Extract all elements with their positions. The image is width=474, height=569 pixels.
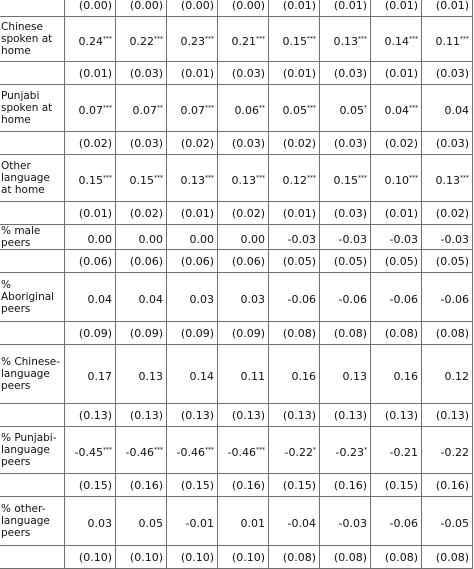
- standard-error-cell: (0.08): [422, 546, 473, 569]
- coefficient-value: 0.06: [234, 103, 259, 117]
- standard-error-cell: (0.05): [269, 250, 320, 273]
- standard-error-cell: (0.03): [116, 132, 167, 155]
- coefficient-cell: [167, 427, 218, 474]
- standard-error-cell: (0.09): [167, 322, 218, 345]
- standard-error-cell: (0.16): [422, 474, 473, 497]
- standard-error-cell: (0.16): [320, 474, 371, 497]
- standard-error-cell: (0.13): [116, 404, 167, 427]
- coefficient-value: 0.13: [180, 173, 205, 187]
- coefficient-value: 0.12: [444, 369, 469, 383]
- coefficient-value: 0.00: [87, 232, 112, 246]
- coefficient-cell: [320, 225, 371, 250]
- coefficient-value: 0.00: [189, 232, 214, 246]
- coefficient-value: -0.06: [440, 292, 469, 306]
- coefficient-cell: [320, 497, 371, 546]
- significance-stars: ***: [307, 173, 316, 181]
- significance-stars: ***: [358, 173, 367, 181]
- standard-error-cell: (0.01): [65, 62, 116, 85]
- standard-error-cell: (0.08): [269, 322, 320, 345]
- coefficient-cell: [269, 155, 320, 202]
- standard-error-cell: (0.05): [422, 250, 473, 273]
- coefficient-value: 0.24: [78, 34, 103, 48]
- significance-stars: ***: [154, 445, 163, 453]
- standard-error-cell: (0.01): [422, 0, 473, 17]
- standard-error-row: [0, 132, 473, 155]
- coefficient-cell: [218, 155, 269, 202]
- coefficient-value: 0.13: [138, 369, 163, 383]
- coefficient-value: 0.01: [240, 516, 265, 530]
- standard-error-cell: (0.01): [371, 62, 422, 85]
- standard-error-cell: (0.15): [167, 474, 218, 497]
- standard-error-cell: (0.02): [371, 132, 422, 155]
- coefficient-value: 0.17: [87, 369, 112, 383]
- standard-error-cell: (0.03): [320, 62, 371, 85]
- standard-error-cell: (0.13): [371, 404, 422, 427]
- coefficient-cell: [167, 225, 218, 250]
- coefficient-cell: [167, 17, 218, 62]
- coefficient-value: -0.06: [338, 292, 367, 306]
- coefficient-value: 0.13: [231, 173, 256, 187]
- significance-stars: ***: [256, 173, 265, 181]
- coefficient-cell: [320, 273, 371, 322]
- empty-label-cell: [0, 202, 65, 225]
- variable-label: % Punjabi-language peers: [0, 427, 65, 474]
- standard-error-cell: (0.06): [218, 250, 269, 273]
- coefficient-row: [0, 497, 473, 546]
- standard-error-cell: (0.00): [116, 0, 167, 17]
- coefficient-value: 0.05: [282, 103, 307, 117]
- variable-label: % Chinese-language peers: [0, 345, 65, 404]
- significance-stars: ***: [460, 34, 469, 42]
- coefficient-cell: [65, 85, 116, 132]
- significance-stars: ***: [307, 103, 316, 111]
- significance-stars: *: [364, 445, 367, 453]
- coefficient-cell: [65, 273, 116, 322]
- coefficient-cell: [371, 17, 422, 62]
- standard-error-row: [0, 322, 473, 345]
- standard-error-cell: (0.03): [422, 62, 473, 85]
- standard-error-cell: (0.08): [269, 546, 320, 569]
- coefficient-cell: [269, 273, 320, 322]
- coefficient-cell: [116, 225, 167, 250]
- coefficient-value: -0.06: [287, 292, 316, 306]
- standard-error-cell: (0.06): [116, 250, 167, 273]
- empty-label-cell: [0, 322, 65, 345]
- standard-error-cell: (0.06): [65, 250, 116, 273]
- coefficient-value: 0.11: [435, 34, 460, 48]
- coefficient-row: [0, 427, 473, 474]
- coefficient-cell: [167, 497, 218, 546]
- coefficient-value: 0.23: [180, 34, 205, 48]
- coefficient-cell: [218, 85, 269, 132]
- coefficient-cell: [269, 497, 320, 546]
- standard-error-cell: (0.03): [320, 202, 371, 225]
- coefficient-cell: [269, 85, 320, 132]
- standard-error-cell: (0.06): [167, 250, 218, 273]
- standard-error-cell: (0.02): [218, 202, 269, 225]
- coefficient-value: 0.05: [339, 103, 364, 117]
- empty-label-cell: [0, 474, 65, 497]
- standard-error-cell: (0.13): [65, 404, 116, 427]
- coefficient-cell: [320, 17, 371, 62]
- coefficient-cell: [269, 345, 320, 404]
- variable-label: % other-language peers: [0, 497, 65, 546]
- empty-label-cell: [0, 404, 65, 427]
- coefficient-cell: [422, 497, 473, 546]
- standard-error-row: [0, 474, 473, 497]
- standard-error-cell: (0.01): [371, 0, 422, 17]
- standard-error-cell: (0.10): [167, 546, 218, 569]
- coefficient-cell: [320, 85, 371, 132]
- coefficient-cell: [371, 85, 422, 132]
- standard-error-row: [0, 250, 473, 273]
- coefficient-row: [0, 85, 473, 132]
- coefficient-cell: [167, 273, 218, 322]
- coefficient-cell: [422, 155, 473, 202]
- coefficient-cell: [422, 273, 473, 322]
- coefficient-value: 0.00: [240, 232, 265, 246]
- coefficient-cell: [422, 17, 473, 62]
- coefficient-cell: [65, 17, 116, 62]
- significance-stars: ***: [409, 34, 418, 42]
- coefficient-cell: [65, 427, 116, 474]
- coefficient-value: 0.13: [342, 369, 367, 383]
- coefficient-cell: [422, 427, 473, 474]
- standard-error-cell: (0.13): [269, 404, 320, 427]
- coefficient-cell: [116, 345, 167, 404]
- coefficient-cell: [422, 225, 473, 250]
- standard-error-cell: (0.05): [371, 250, 422, 273]
- coefficient-cell: [65, 225, 116, 250]
- coefficient-value: -0.03: [389, 232, 418, 246]
- coefficient-value: -0.46: [227, 445, 256, 459]
- standard-error-row: [0, 62, 473, 85]
- standard-error-cell: (0.13): [320, 404, 371, 427]
- significance-stars: ***: [256, 34, 265, 42]
- standard-error-cell: (0.09): [218, 322, 269, 345]
- standard-error-cell: (0.09): [65, 322, 116, 345]
- coefficient-value: -0.01: [185, 516, 214, 530]
- empty-label-cell: [0, 62, 65, 85]
- significance-stars: ***: [409, 173, 418, 181]
- coefficient-cell: [65, 345, 116, 404]
- significance-stars: ***: [358, 34, 367, 42]
- coefficient-value: -0.03: [440, 232, 469, 246]
- coefficient-row: [0, 17, 473, 62]
- standard-error-cell: (0.01): [269, 202, 320, 225]
- standard-error-row: [0, 0, 473, 17]
- coefficient-value: -0.46: [176, 445, 205, 459]
- variable-label: Punjabi spoken at home: [0, 85, 65, 132]
- significance-stars: ***: [103, 34, 112, 42]
- standard-error-cell: (0.13): [422, 404, 473, 427]
- significance-stars: ***: [103, 445, 112, 453]
- standard-error-cell: (0.01): [320, 0, 371, 17]
- coefficient-value: 0.10: [384, 173, 409, 187]
- standard-error-cell: (0.03): [320, 132, 371, 155]
- coefficient-cell: [218, 225, 269, 250]
- coefficient-cell: [65, 155, 116, 202]
- coefficient-cell: [218, 273, 269, 322]
- standard-error-row: [0, 404, 473, 427]
- standard-error-cell: (0.16): [218, 474, 269, 497]
- standard-error-cell: (0.10): [116, 546, 167, 569]
- standard-error-cell: (0.10): [218, 546, 269, 569]
- coefficient-cell: [116, 273, 167, 322]
- coefficient-value: -0.23: [335, 445, 364, 459]
- significance-stars: ***: [205, 445, 214, 453]
- coefficient-value: 0.03: [189, 292, 214, 306]
- coefficient-cell: [320, 345, 371, 404]
- standard-error-cell: (0.02): [269, 132, 320, 155]
- coefficient-cell: [218, 345, 269, 404]
- significance-stars: ***: [205, 34, 214, 42]
- coefficient-cell: [371, 497, 422, 546]
- significance-stars: ***: [256, 445, 265, 453]
- standard-error-cell: (0.03): [218, 62, 269, 85]
- significance-stars: ***: [409, 103, 418, 111]
- coefficient-value: 0.07: [180, 103, 205, 117]
- coefficient-cell: [371, 427, 422, 474]
- standard-error-cell: (0.00): [218, 0, 269, 17]
- coefficient-cell: [116, 427, 167, 474]
- significance-stars: **: [157, 103, 163, 111]
- coefficient-value: -0.06: [389, 292, 418, 306]
- standard-error-cell: (0.08): [371, 322, 422, 345]
- standard-error-cell: (0.02): [167, 132, 218, 155]
- coefficient-cell: [65, 497, 116, 546]
- coefficient-cell: [269, 427, 320, 474]
- coefficient-value: -0.21: [389, 445, 418, 459]
- coefficient-cell: [320, 427, 371, 474]
- coefficient-value: 0.13: [435, 173, 460, 187]
- coefficient-value: 0.04: [138, 292, 163, 306]
- standard-error-cell: (0.08): [422, 322, 473, 345]
- coefficient-row: [0, 273, 473, 322]
- standard-error-cell: (0.02): [116, 202, 167, 225]
- coefficient-value: 0.03: [87, 516, 112, 530]
- variable-label: % male peers: [0, 225, 65, 250]
- coefficient-cell: [116, 155, 167, 202]
- standard-error-cell: (0.01): [167, 202, 218, 225]
- coefficient-cell: [422, 345, 473, 404]
- empty-label-cell: [0, 0, 65, 17]
- significance-stars: ***: [103, 103, 112, 111]
- significance-stars: *: [313, 445, 316, 453]
- coefficient-value: -0.45: [74, 445, 103, 459]
- standard-error-cell: (0.05): [320, 250, 371, 273]
- standard-error-cell: (0.01): [371, 202, 422, 225]
- coefficient-value: -0.22: [440, 445, 469, 459]
- coefficient-value: 0.04: [87, 292, 112, 306]
- coefficient-value: 0.04: [384, 103, 409, 117]
- coefficient-cell: [269, 17, 320, 62]
- variable-label: % Aboriginal peers: [0, 273, 65, 322]
- coefficient-value: 0.14: [189, 369, 214, 383]
- coefficient-value: 0.13: [333, 34, 358, 48]
- significance-stars: **: [259, 103, 265, 111]
- coefficient-value: 0.05: [138, 516, 163, 530]
- significance-stars: ***: [154, 173, 163, 181]
- standard-error-cell: (0.03): [116, 62, 167, 85]
- coefficient-value: -0.06: [389, 516, 418, 530]
- coefficient-value: 0.21: [231, 34, 256, 48]
- coefficient-value: 0.16: [291, 369, 316, 383]
- coefficient-cell: [320, 155, 371, 202]
- coefficient-value: -0.03: [338, 232, 367, 246]
- coefficient-value: 0.16: [393, 369, 418, 383]
- coefficient-cell: [422, 85, 473, 132]
- coefficient-cell: [269, 225, 320, 250]
- standard-error-row: [0, 546, 473, 569]
- significance-stars: ***: [154, 34, 163, 42]
- standard-error-cell: (0.10): [65, 546, 116, 569]
- standard-error-cell: (0.01): [269, 0, 320, 17]
- coefficient-value: 0.07: [132, 103, 157, 117]
- standard-error-cell: (0.00): [65, 0, 116, 17]
- coefficient-value: 0.07: [78, 103, 103, 117]
- standard-error-cell: (0.13): [218, 404, 269, 427]
- standard-error-row: [0, 202, 473, 225]
- standard-error-cell: (0.13): [167, 404, 218, 427]
- standard-error-cell: (0.03): [422, 132, 473, 155]
- significance-stars: ***: [460, 173, 469, 181]
- coefficient-row: [0, 155, 473, 202]
- standard-error-cell: (0.08): [320, 546, 371, 569]
- coefficient-value: 0.22: [129, 34, 154, 48]
- standard-error-cell: (0.16): [116, 474, 167, 497]
- standard-error-cell: (0.01): [65, 202, 116, 225]
- coefficient-value: 0.00: [138, 232, 163, 246]
- standard-error-cell: (0.01): [269, 62, 320, 85]
- variable-label: Other language at home: [0, 155, 65, 202]
- coefficient-cell: [371, 225, 422, 250]
- significance-stars: ***: [205, 103, 214, 111]
- coefficient-cell: [218, 17, 269, 62]
- coefficient-value: 0.04: [444, 103, 469, 117]
- coefficient-row: [0, 345, 473, 404]
- coefficient-cell: [167, 345, 218, 404]
- coefficient-cell: [371, 273, 422, 322]
- coefficient-value: -0.03: [287, 232, 316, 246]
- significance-stars: ***: [307, 34, 316, 42]
- coefficient-cell: [116, 85, 167, 132]
- standard-error-cell: (0.15): [269, 474, 320, 497]
- standard-error-cell: (0.00): [167, 0, 218, 17]
- standard-error-cell: (0.08): [320, 322, 371, 345]
- standard-error-cell: (0.01): [167, 62, 218, 85]
- coefficient-value: 0.11: [240, 369, 265, 383]
- coefficient-value: 0.15: [129, 173, 154, 187]
- coefficient-value: 0.14: [384, 34, 409, 48]
- significance-stars: ***: [205, 173, 214, 181]
- standard-error-cell: (0.09): [116, 322, 167, 345]
- coefficient-value: -0.22: [284, 445, 313, 459]
- coefficient-value: -0.46: [125, 445, 154, 459]
- coefficient-value: 0.15: [78, 173, 103, 187]
- empty-label-cell: [0, 250, 65, 273]
- standard-error-cell: (0.02): [65, 132, 116, 155]
- coefficient-cell: [167, 155, 218, 202]
- coefficient-cell: [116, 497, 167, 546]
- empty-label-cell: [0, 546, 65, 569]
- standard-error-cell: (0.03): [218, 132, 269, 155]
- significance-stars: *: [364, 103, 367, 111]
- coefficient-cell: [371, 345, 422, 404]
- coefficient-value: -0.05: [440, 516, 469, 530]
- coefficient-cell: [218, 427, 269, 474]
- coefficient-cell: [167, 85, 218, 132]
- coefficient-cell: [116, 17, 167, 62]
- coefficient-value: 0.03: [240, 292, 265, 306]
- coefficient-cell: [371, 155, 422, 202]
- standard-error-cell: (0.15): [371, 474, 422, 497]
- empty-label-cell: [0, 132, 65, 155]
- coefficient-value: -0.03: [338, 516, 367, 530]
- coefficient-value: 0.12: [282, 173, 307, 187]
- coefficient-value: -0.04: [287, 516, 316, 530]
- standard-error-cell: (0.15): [65, 474, 116, 497]
- coefficient-cell: [218, 497, 269, 546]
- standard-error-cell: (0.02): [422, 202, 473, 225]
- standard-error-cell: (0.08): [371, 546, 422, 569]
- significance-stars: ***: [103, 173, 112, 181]
- coefficient-row: [0, 225, 473, 250]
- coefficient-value: 0.15: [282, 34, 307, 48]
- coefficient-value: 0.15: [333, 173, 358, 187]
- variable-label: Chinese spoken at home: [0, 17, 65, 62]
